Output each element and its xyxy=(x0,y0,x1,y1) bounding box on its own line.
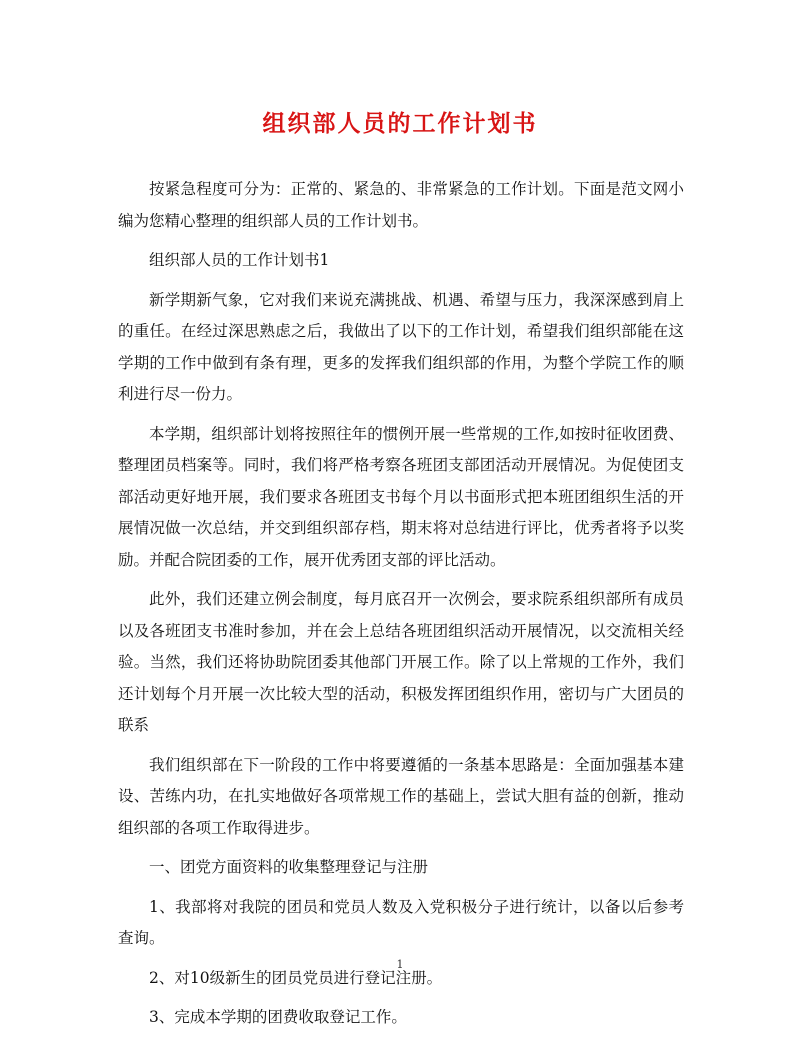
page-number: 1 xyxy=(396,958,404,971)
section-heading: 组织部人员的工作计划书1 xyxy=(149,251,330,269)
paragraph: 按紧急程度可分为：正常的、紧急的、非常紧急的工作计划。下面是范文网小编为您精心整理的组织部人员的工作计划书。 xyxy=(118,180,684,230)
document-body xyxy=(118,174,684,1042)
document-title: 组织部人员的工作计划书 xyxy=(262,111,538,137)
paragraph: 我们组织部在下一阶段的工作中将要遵循的一条基本思路是：全面加强基本建设、苦练内功，在扎实地做好各项常规工作的基础上，尝试大胆有益的创新，推动组织部的各项工作取得进步。 xyxy=(118,755,684,837)
list-item: 3、完成本学期的团费收取登记工作。 xyxy=(149,1008,407,1026)
paragraph: 此外，我们还建立例会制度，每月底召开一次例会，要求院系组织部所有成员以及各班团支书准时参加，并在会上总结各班团组织活动开展情况，以交流相关经验。当然，我们还将协助院团委其他部门开展工作。除了以上常规的工作外，我们还计划每个月开展一次比较大型的活动，积极发挥团组织作用，密切与广大团员的联系 xyxy=(118,590,684,734)
paragraph: 新学期新气象，它对我们来说充满挑战、机遇、希望与压力，我深深感到肩上的重任。在经过深思熟虑之后，我做出了以下的工作计划，希望我们组织部能在这学期的工作中做到有条有理，更多的发挥我们组织部的作用，为整个学院工作的顺利进行尽一份力。 xyxy=(118,290,684,403)
section-heading: 一、团党方面资料的收集整理登记与注册 xyxy=(149,858,429,876)
list-item: 2、对10级新生的团员党员进行登记注册。 xyxy=(149,968,443,987)
list-item: 1、我部将对我院的团员和党员人数及入党积极分子进行统计，以备以后参考查询。 xyxy=(118,897,684,947)
paragraph: 本学期，组织部计划将按照往年的惯例开展一些常规的工作,如按时征收团费、整理团员档案等。同时，我们将严格考察各班团支部团活动开展情况。为促使团支部活动更好地开展，我们要求各班团支书每个月以书面形式把本班团组织生活的开展情况做一次总结，并交到组织部存档，期末将对总结进行评比，优秀者将予以奖励。并配合院团委的工作，展开优秀团支部的评比活动。 xyxy=(118,424,684,569)
